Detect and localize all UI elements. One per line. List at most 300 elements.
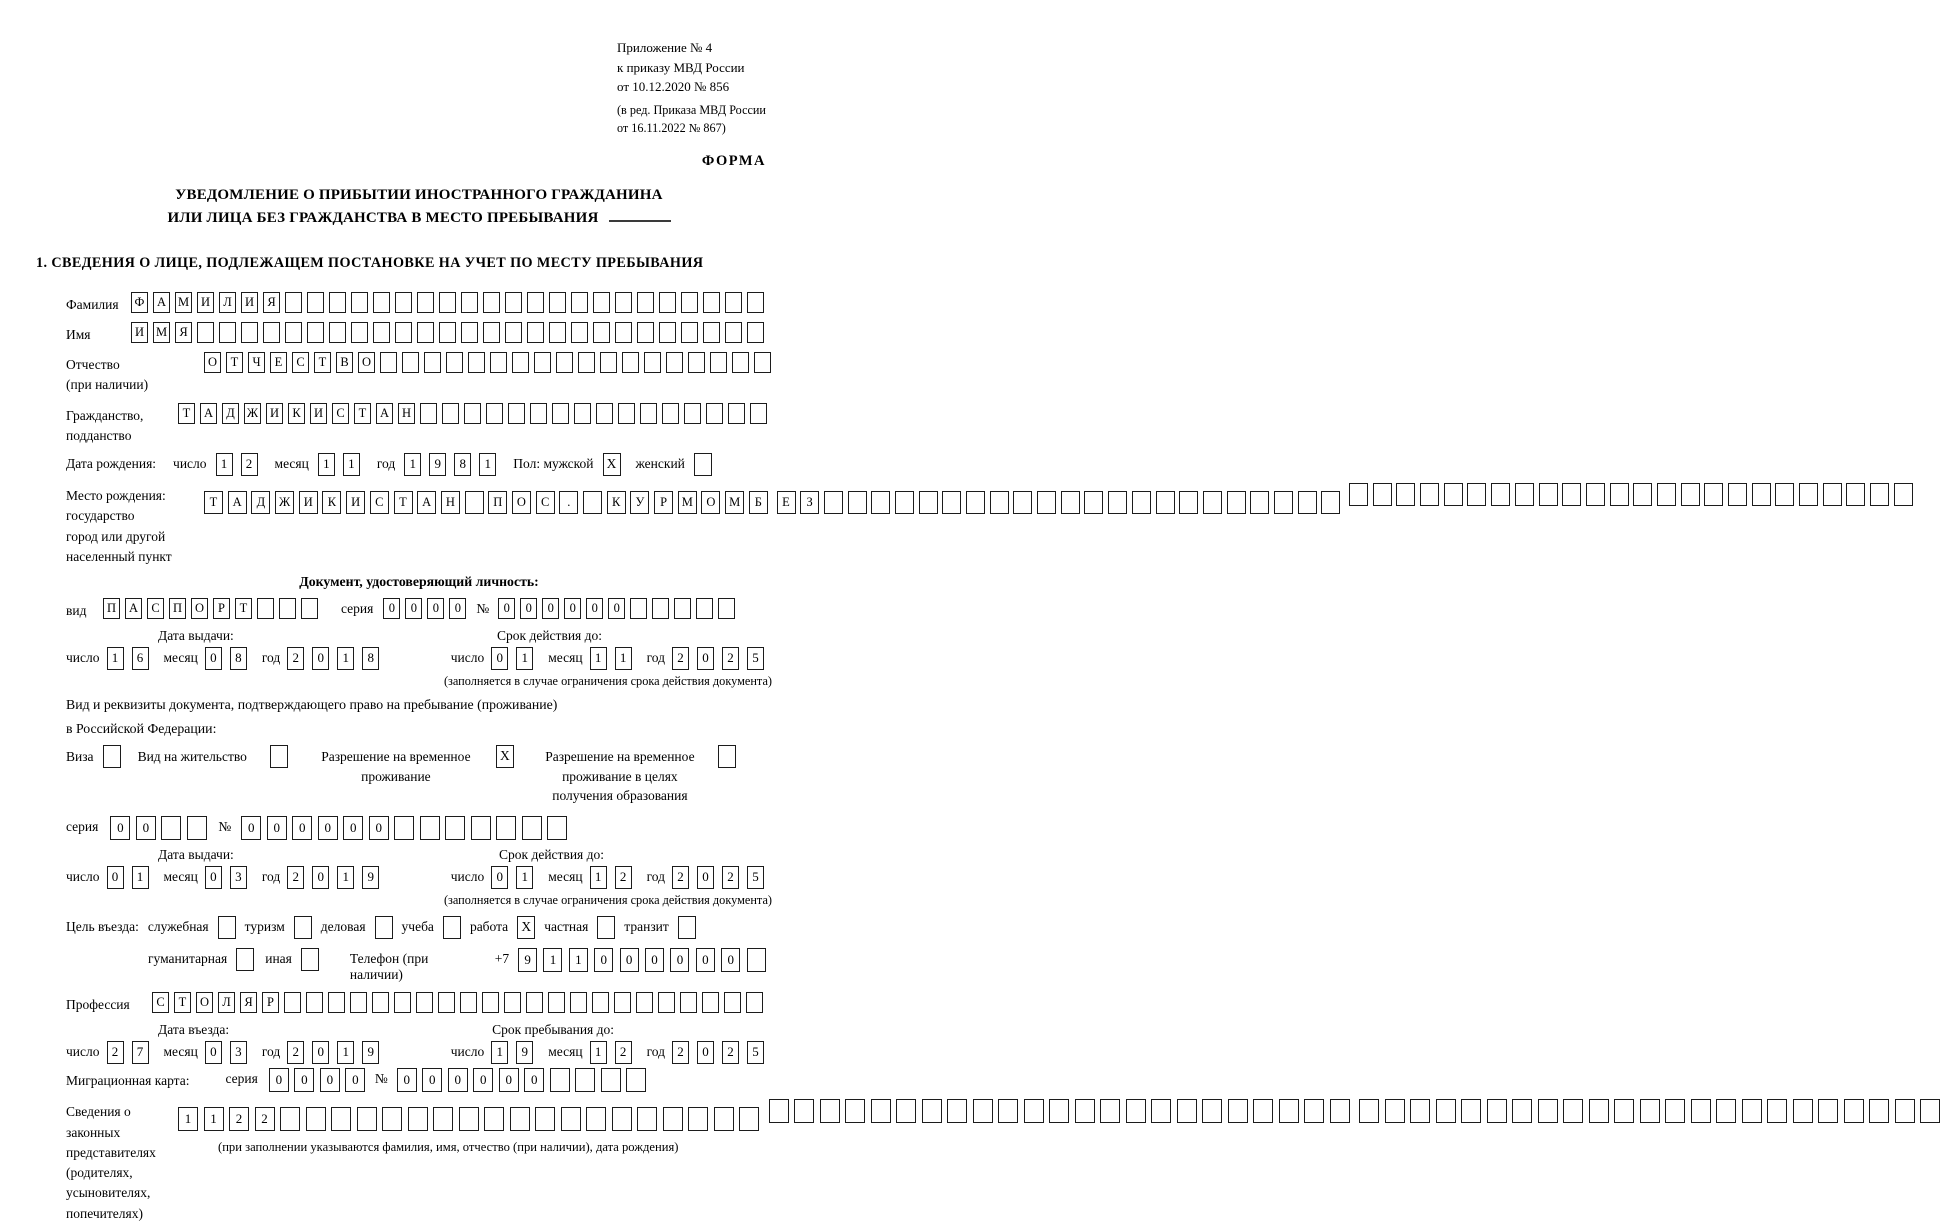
form-cell-empty[interactable]: [1253, 1099, 1273, 1123]
form-cell-filled[interactable]: Т: [174, 992, 191, 1013]
form-cell-filled[interactable]: 8: [362, 647, 379, 670]
form-cell-empty[interactable]: [508, 403, 525, 424]
form-cell-filled[interactable]: Л: [219, 292, 236, 313]
form-cell-empty[interactable]: [820, 1099, 840, 1123]
form-cell-empty[interactable]: [394, 816, 414, 840]
form-cell-empty[interactable]: [578, 352, 595, 373]
form-cell-empty[interactable]: [561, 1107, 581, 1131]
form-cell-filled[interactable]: Я: [240, 992, 257, 1013]
form-cell-filled[interactable]: 2: [287, 1041, 304, 1064]
form-cell-filled[interactable]: 5: [747, 647, 764, 670]
form-cell-empty[interactable]: [468, 352, 485, 373]
form-cell-filled[interactable]: О: [191, 598, 208, 619]
form-cell-filled[interactable]: 0: [110, 816, 130, 840]
form-cell-empty[interactable]: [1538, 1099, 1558, 1123]
form-cell-filled[interactable]: 9: [362, 866, 379, 889]
form-cell-empty[interactable]: [1793, 1099, 1813, 1123]
form-cell-empty[interactable]: [1177, 1099, 1197, 1123]
form-cell-empty[interactable]: [1202, 1099, 1222, 1123]
form-cell-empty[interactable]: [636, 992, 653, 1013]
form-cell-empty[interactable]: [1487, 1099, 1507, 1123]
form-cell-empty[interactable]: [1024, 1099, 1044, 1123]
form-cell-filled[interactable]: 0: [205, 866, 222, 889]
form-cell-filled[interactable]: С: [536, 491, 555, 514]
form-cell-empty[interactable]: [471, 816, 491, 840]
form-cell-filled[interactable]: 1: [216, 453, 233, 476]
form-cell-filled[interactable]: Ж: [244, 403, 261, 424]
form-cell-empty[interactable]: [1562, 483, 1581, 506]
form-cell-filled[interactable]: 0: [427, 598, 444, 619]
form-cell-empty[interactable]: [484, 1107, 504, 1131]
form-cell-filled[interactable]: 5: [747, 1041, 764, 1064]
form-cell-empty[interactable]: [301, 948, 319, 971]
form-cell-empty[interactable]: [1589, 1099, 1609, 1123]
form-cell-empty[interactable]: [1586, 483, 1605, 506]
form-cell-empty[interactable]: [597, 916, 615, 939]
form-cell-empty[interactable]: [592, 992, 609, 1013]
form-cell-empty[interactable]: [1100, 1099, 1120, 1123]
form-cell-empty[interactable]: [197, 322, 214, 343]
form-cell-empty[interactable]: [1179, 491, 1198, 514]
form-cell-empty[interactable]: [420, 403, 437, 424]
form-cell-empty[interactable]: [574, 403, 591, 424]
form-cell-empty[interactable]: [703, 322, 720, 343]
form-cell-empty[interactable]: [1385, 1099, 1405, 1123]
form-cell-filled[interactable]: 0: [473, 1068, 493, 1092]
form-cell-empty[interactable]: [739, 1107, 759, 1131]
form-cell-filled[interactable]: .: [559, 491, 578, 514]
form-cell-filled[interactable]: Т: [394, 491, 413, 514]
form-cell-filled[interactable]: 0: [312, 1041, 329, 1064]
form-cell-empty[interactable]: [103, 745, 121, 768]
form-cell-filled[interactable]: Т: [204, 491, 223, 514]
form-cell-empty[interactable]: [583, 491, 602, 514]
form-cell-filled[interactable]: 2: [241, 453, 258, 476]
form-cell-empty[interactable]: [666, 352, 683, 373]
form-cell-empty[interactable]: [534, 352, 551, 373]
form-cell-filled[interactable]: С: [370, 491, 389, 514]
form-cell-empty[interactable]: [1894, 483, 1913, 506]
form-cell-empty[interactable]: [522, 816, 542, 840]
form-cell-empty[interactable]: [1061, 491, 1080, 514]
form-cell-empty[interactable]: [658, 992, 675, 1013]
form-cell-filled[interactable]: 0: [645, 948, 664, 972]
form-cell-empty[interactable]: [680, 992, 697, 1013]
form-cell-filled[interactable]: X: [517, 916, 535, 939]
form-cell-empty[interactable]: [622, 352, 639, 373]
form-cell-filled[interactable]: 2: [107, 1041, 124, 1064]
form-cell-empty[interactable]: [702, 992, 719, 1013]
form-cell-empty[interactable]: [1869, 1099, 1889, 1123]
form-cell-empty[interactable]: [380, 352, 397, 373]
form-cell-filled[interactable]: Е: [777, 491, 796, 514]
form-cell-empty[interactable]: [710, 352, 727, 373]
form-cell-filled[interactable]: 9: [429, 453, 446, 476]
form-cell-empty[interactable]: [1920, 1099, 1940, 1123]
form-cell-empty[interactable]: [1420, 483, 1439, 506]
form-cell-filled[interactable]: З: [800, 491, 819, 514]
form-cell-empty[interactable]: [922, 1099, 942, 1123]
form-cell-empty[interactable]: [285, 322, 302, 343]
form-cell-empty[interactable]: [187, 816, 207, 840]
form-cell-filled[interactable]: М: [678, 491, 697, 514]
form-cell-empty[interactable]: [919, 491, 938, 514]
form-cell-empty[interactable]: [329, 322, 346, 343]
form-cell-empty[interactable]: [706, 403, 723, 424]
form-cell-filled[interactable]: 0: [564, 598, 581, 619]
form-cell-filled[interactable]: 0: [397, 1068, 417, 1092]
form-cell-filled[interactable]: 0: [499, 1068, 519, 1092]
form-cell-filled[interactable]: 0: [620, 948, 639, 972]
form-cell-empty[interactable]: [1704, 483, 1723, 506]
form-cell-filled[interactable]: А: [228, 491, 247, 514]
form-cell-filled[interactable]: 1: [615, 647, 632, 670]
form-cell-filled[interactable]: 8: [230, 647, 247, 670]
form-cell-empty[interactable]: [306, 1107, 326, 1131]
form-cell-empty[interactable]: [438, 992, 455, 1013]
form-cell-empty[interactable]: [552, 403, 569, 424]
form-cell-empty[interactable]: [1846, 483, 1865, 506]
form-cell-filled[interactable]: 2: [672, 866, 689, 889]
form-cell-filled[interactable]: 6: [132, 647, 149, 670]
form-cell-filled[interactable]: 1: [569, 948, 588, 972]
form-cell-filled[interactable]: О: [204, 352, 221, 373]
form-cell-empty[interactable]: [433, 1107, 453, 1131]
form-cell-empty[interactable]: [373, 322, 390, 343]
form-cell-filled[interactable]: 1: [491, 1041, 508, 1064]
form-cell-empty[interactable]: [1563, 1099, 1583, 1123]
form-cell-empty[interactable]: [394, 992, 411, 1013]
form-cell-filled[interactable]: Р: [654, 491, 673, 514]
form-cell-filled[interactable]: 0: [318, 816, 338, 840]
form-cell-empty[interactable]: [1075, 1099, 1095, 1123]
form-cell-empty[interactable]: [416, 992, 433, 1013]
form-cell-filled[interactable]: 9: [516, 1041, 533, 1064]
form-cell-empty[interactable]: [465, 491, 484, 514]
form-cell-filled[interactable]: 2: [615, 1041, 632, 1064]
form-cell-filled[interactable]: 8: [454, 453, 471, 476]
form-cell-filled[interactable]: 0: [491, 647, 508, 670]
form-cell-filled[interactable]: В: [336, 352, 353, 373]
form-cell-empty[interactable]: [746, 992, 763, 1013]
form-cell-filled[interactable]: 1: [178, 1107, 198, 1131]
form-cell-empty[interactable]: [1156, 491, 1175, 514]
form-cell-filled[interactable]: 2: [722, 1041, 739, 1064]
form-cell-empty[interactable]: [402, 352, 419, 373]
form-cell-empty[interactable]: [442, 403, 459, 424]
form-cell-filled[interactable]: 0: [594, 948, 613, 972]
form-cell-filled[interactable]: И: [346, 491, 365, 514]
form-cell-empty[interactable]: [1665, 1099, 1685, 1123]
form-cell-empty[interactable]: [1491, 483, 1510, 506]
form-cell-empty[interactable]: [294, 916, 312, 939]
form-cell-filled[interactable]: 1: [343, 453, 360, 476]
form-cell-filled[interactable]: 0: [697, 866, 714, 889]
form-cell-empty[interactable]: [747, 292, 764, 313]
form-cell-filled[interactable]: 1: [590, 647, 607, 670]
form-cell-filled[interactable]: 1: [337, 1041, 354, 1064]
form-cell-filled[interactable]: Р: [262, 992, 279, 1013]
form-cell-empty[interactable]: [1767, 1099, 1787, 1123]
form-cell-filled[interactable]: 2: [229, 1107, 249, 1131]
form-cell-empty[interactable]: [1895, 1099, 1915, 1123]
form-cell-empty[interactable]: [1870, 483, 1889, 506]
form-cell-filled[interactable]: 1: [204, 1107, 224, 1131]
form-cell-empty[interactable]: [684, 403, 701, 424]
form-cell-filled[interactable]: 0: [542, 598, 559, 619]
form-cell-filled[interactable]: 0: [369, 816, 389, 840]
form-cell-filled[interactable]: П: [103, 598, 120, 619]
form-cell-filled[interactable]: 1: [404, 453, 421, 476]
form-cell-filled[interactable]: 0: [448, 1068, 468, 1092]
form-cell-empty[interactable]: [1799, 483, 1818, 506]
form-cell-empty[interactable]: [263, 322, 280, 343]
form-cell-filled[interactable]: С: [332, 403, 349, 424]
form-cell-empty[interactable]: [1775, 483, 1794, 506]
form-cell-empty[interactable]: [461, 292, 478, 313]
form-cell-filled[interactable]: И: [197, 292, 214, 313]
form-cell-filled[interactable]: 1: [590, 1041, 607, 1064]
form-cell-empty[interactable]: [417, 292, 434, 313]
form-cell-empty[interactable]: [640, 403, 657, 424]
form-cell-filled[interactable]: Н: [398, 403, 415, 424]
form-cell-empty[interactable]: [464, 403, 481, 424]
form-cell-empty[interactable]: [674, 598, 691, 619]
form-cell-filled[interactable]: А: [125, 598, 142, 619]
form-cell-filled[interactable]: 0: [241, 816, 261, 840]
form-cell-empty[interactable]: [586, 1107, 606, 1131]
form-cell-filled[interactable]: Т: [235, 598, 252, 619]
form-cell-filled[interactable]: 2: [615, 866, 632, 889]
form-cell-empty[interactable]: [550, 1068, 570, 1092]
form-cell-filled[interactable]: 2: [287, 866, 304, 889]
form-cell-filled[interactable]: 7: [132, 1041, 149, 1064]
form-cell-filled[interactable]: Н: [441, 491, 460, 514]
form-cell-empty[interactable]: [596, 403, 613, 424]
form-cell-empty[interactable]: [575, 1068, 595, 1092]
form-cell-filled[interactable]: Т: [178, 403, 195, 424]
form-cell-filled[interactable]: X: [496, 745, 514, 768]
form-cell-empty[interactable]: [659, 292, 676, 313]
form-cell-empty[interactable]: [1049, 1099, 1069, 1123]
form-cell-filled[interactable]: 0: [312, 647, 329, 670]
form-cell-filled[interactable]: 1: [107, 647, 124, 670]
form-cell-empty[interactable]: [618, 403, 635, 424]
form-cell-empty[interactable]: [637, 292, 654, 313]
form-cell-empty[interactable]: [1349, 483, 1368, 506]
form-cell-filled[interactable]: 0: [136, 816, 156, 840]
form-cell-filled[interactable]: 2: [722, 647, 739, 670]
form-cell-empty[interactable]: [728, 403, 745, 424]
form-cell-filled[interactable]: И: [241, 292, 258, 313]
form-cell-empty[interactable]: [694, 453, 712, 476]
form-cell-filled[interactable]: 0: [345, 1068, 365, 1092]
form-cell-empty[interactable]: [459, 1107, 479, 1131]
form-cell-filled[interactable]: 0: [343, 816, 363, 840]
form-cell-empty[interactable]: [1359, 1099, 1379, 1123]
form-cell-filled[interactable]: 2: [672, 1041, 689, 1064]
form-cell-empty[interactable]: [527, 322, 544, 343]
form-cell-empty[interactable]: [1321, 491, 1340, 514]
form-cell-empty[interactable]: [284, 992, 301, 1013]
form-cell-empty[interactable]: [871, 491, 890, 514]
form-cell-empty[interactable]: [373, 292, 390, 313]
form-cell-filled[interactable]: А: [153, 292, 170, 313]
form-cell-empty[interactable]: [1274, 491, 1293, 514]
form-cell-filled[interactable]: 0: [405, 598, 422, 619]
form-cell-empty[interactable]: [306, 992, 323, 1013]
form-cell-empty[interactable]: [966, 491, 985, 514]
form-cell-empty[interactable]: [218, 916, 236, 939]
form-cell-empty[interactable]: [600, 352, 617, 373]
form-cell-empty[interactable]: [375, 916, 393, 939]
form-cell-empty[interactable]: [549, 322, 566, 343]
form-cell-filled[interactable]: 0: [721, 948, 740, 972]
form-cell-filled[interactable]: 0: [586, 598, 603, 619]
form-cell-empty[interactable]: [1013, 491, 1032, 514]
form-cell-filled[interactable]: Д: [222, 403, 239, 424]
form-cell-empty[interactable]: [1298, 491, 1317, 514]
form-cell-filled[interactable]: 1: [516, 647, 533, 670]
form-cell-empty[interactable]: [461, 322, 478, 343]
form-cell-empty[interactable]: [1610, 483, 1629, 506]
form-cell-empty[interactable]: [824, 491, 843, 514]
form-cell-empty[interactable]: [1633, 483, 1652, 506]
form-cell-filled[interactable]: 0: [670, 948, 689, 972]
form-cell-filled[interactable]: 0: [107, 866, 124, 889]
form-cell-empty[interactable]: [1681, 483, 1700, 506]
form-cell-filled[interactable]: И: [310, 403, 327, 424]
form-cell-empty[interactable]: [280, 1107, 300, 1131]
form-cell-filled[interactable]: 1: [516, 866, 533, 889]
form-cell-filled[interactable]: Т: [226, 352, 243, 373]
form-cell-filled[interactable]: 0: [294, 1068, 314, 1092]
form-cell-empty[interactable]: [570, 992, 587, 1013]
form-cell-empty[interactable]: [871, 1099, 891, 1123]
form-cell-empty[interactable]: [615, 322, 632, 343]
form-cell-empty[interactable]: [724, 992, 741, 1013]
form-cell-empty[interactable]: [895, 491, 914, 514]
form-cell-empty[interactable]: [845, 1099, 865, 1123]
form-cell-filled[interactable]: К: [322, 491, 341, 514]
form-cell-empty[interactable]: [663, 1107, 683, 1131]
form-cell-filled[interactable]: О: [196, 992, 213, 1013]
form-cell-empty[interactable]: [637, 1107, 657, 1131]
form-cell-filled[interactable]: 1: [590, 866, 607, 889]
form-cell-filled[interactable]: А: [417, 491, 436, 514]
form-cell-filled[interactable]: 1: [318, 453, 335, 476]
form-cell-filled[interactable]: 0: [520, 598, 537, 619]
form-cell-empty[interactable]: [279, 598, 296, 619]
form-cell-empty[interactable]: [512, 352, 529, 373]
form-cell-empty[interactable]: [1467, 483, 1486, 506]
form-cell-filled[interactable]: 9: [362, 1041, 379, 1064]
form-cell-empty[interactable]: [490, 352, 507, 373]
form-cell-filled[interactable]: 0: [524, 1068, 544, 1092]
form-cell-empty[interactable]: [270, 745, 288, 768]
form-cell-filled[interactable]: 5: [747, 866, 764, 889]
form-cell-empty[interactable]: [681, 292, 698, 313]
form-cell-empty[interactable]: [1132, 491, 1151, 514]
form-cell-empty[interactable]: [307, 292, 324, 313]
form-cell-empty[interactable]: [1752, 483, 1771, 506]
form-cell-empty[interactable]: [725, 322, 742, 343]
form-cell-empty[interactable]: [644, 352, 661, 373]
form-cell-empty[interactable]: [1084, 491, 1103, 514]
form-cell-empty[interactable]: [350, 992, 367, 1013]
form-cell-empty[interactable]: [483, 292, 500, 313]
form-cell-empty[interactable]: [530, 403, 547, 424]
form-cell-filled[interactable]: А: [376, 403, 393, 424]
form-cell-empty[interactable]: [446, 352, 463, 373]
form-cell-empty[interactable]: [1228, 1099, 1248, 1123]
form-cell-empty[interactable]: [417, 322, 434, 343]
form-cell-empty[interactable]: [1304, 1099, 1324, 1123]
form-cell-empty[interactable]: [612, 1107, 632, 1131]
form-cell-empty[interactable]: [395, 322, 412, 343]
form-cell-filled[interactable]: О: [701, 491, 720, 514]
form-cell-empty[interactable]: [1373, 483, 1392, 506]
form-cell-empty[interactable]: [747, 948, 766, 972]
form-cell-empty[interactable]: [439, 292, 456, 313]
form-cell-empty[interactable]: [1728, 483, 1747, 506]
form-cell-empty[interactable]: [1512, 1099, 1532, 1123]
form-cell-empty[interactable]: [219, 322, 236, 343]
form-cell-empty[interactable]: [241, 322, 258, 343]
form-cell-empty[interactable]: [1279, 1099, 1299, 1123]
form-cell-empty[interactable]: [1614, 1099, 1634, 1123]
form-cell-filled[interactable]: Ж: [275, 491, 294, 514]
form-cell-filled[interactable]: М: [175, 292, 192, 313]
form-cell-filled[interactable]: 0: [292, 816, 312, 840]
form-cell-filled[interactable]: О: [512, 491, 531, 514]
form-cell-empty[interactable]: [1396, 483, 1415, 506]
form-cell-filled[interactable]: X: [603, 453, 621, 476]
form-cell-filled[interactable]: Р: [213, 598, 230, 619]
form-cell-filled[interactable]: 2: [255, 1107, 275, 1131]
form-cell-empty[interactable]: [408, 1107, 428, 1131]
form-cell-filled[interactable]: П: [488, 491, 507, 514]
form-cell-empty[interactable]: [307, 322, 324, 343]
form-cell-filled[interactable]: 1: [479, 453, 496, 476]
form-cell-empty[interactable]: [257, 598, 274, 619]
form-cell-filled[interactable]: Е: [270, 352, 287, 373]
form-cell-empty[interactable]: [1444, 483, 1463, 506]
form-cell-empty[interactable]: [547, 816, 567, 840]
form-cell-empty[interactable]: [329, 292, 346, 313]
form-cell-empty[interactable]: [662, 403, 679, 424]
form-cell-filled[interactable]: 0: [491, 866, 508, 889]
form-cell-empty[interactable]: [718, 745, 736, 768]
form-cell-empty[interactable]: [526, 992, 543, 1013]
form-cell-filled[interactable]: И: [266, 403, 283, 424]
form-cell-empty[interactable]: [161, 816, 181, 840]
form-cell-filled[interactable]: И: [299, 491, 318, 514]
form-cell-empty[interactable]: [1250, 491, 1269, 514]
form-cell-filled[interactable]: Я: [175, 322, 192, 343]
form-cell-empty[interactable]: [527, 292, 544, 313]
form-cell-empty[interactable]: [395, 292, 412, 313]
form-cell-filled[interactable]: 3: [230, 866, 247, 889]
form-cell-empty[interactable]: [896, 1099, 916, 1123]
form-cell-filled[interactable]: С: [147, 598, 164, 619]
form-cell-empty[interactable]: [637, 322, 654, 343]
form-cell-filled[interactable]: 0: [320, 1068, 340, 1092]
form-cell-empty[interactable]: [548, 992, 565, 1013]
form-cell-empty[interactable]: [696, 598, 713, 619]
form-cell-filled[interactable]: У: [630, 491, 649, 514]
form-cell-empty[interactable]: [681, 322, 698, 343]
